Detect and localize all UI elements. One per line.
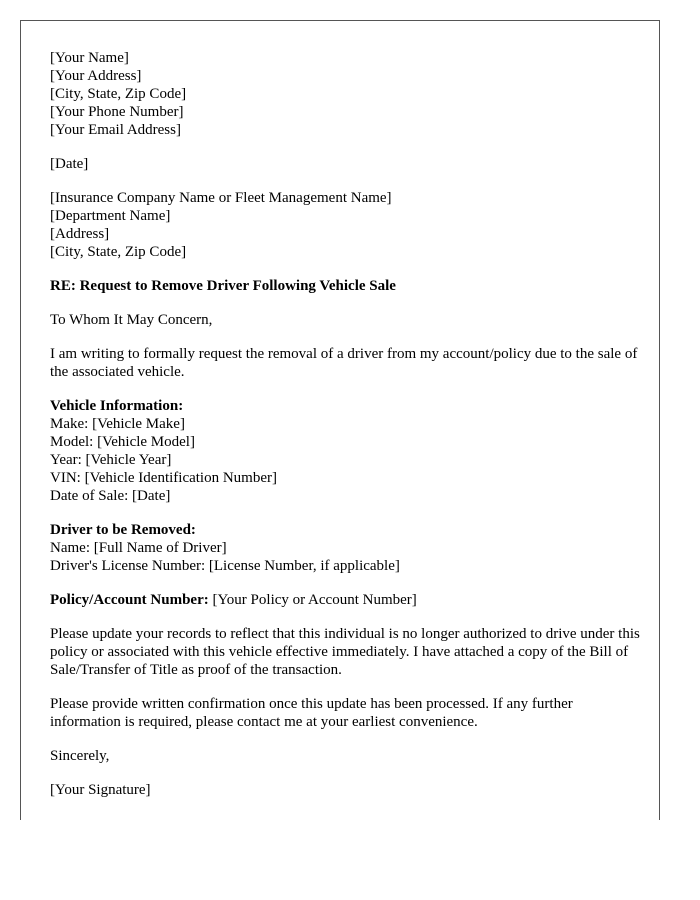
policy-line <box>50 591 640 609</box>
intro-text: I am writing to formally request the removal of a driver from my account/policy due to the sale of the associated vehicle. <box>50 346 638 380</box>
recipient-city-state-zip: [City, State, Zip Code] <box>50 244 187 260</box>
subject-block <box>50 277 640 295</box>
letter-content <box>50 49 640 815</box>
sender-address: [Your Address] <box>50 68 142 84</box>
confirm-text: Please provide written confirmation once this update has been processed. If any further information is required, please contact me at your earliest convenience. <box>50 696 573 730</box>
policy-block <box>50 591 640 609</box>
subject-line: RE: Request to Remove Driver Following Vehicle Sale <box>50 278 396 294</box>
recipient-department: [Department Name] <box>50 208 171 224</box>
driver-block <box>50 521 640 575</box>
vehicle-info-block <box>50 397 640 505</box>
salutation-block <box>50 311 640 329</box>
recipient-block <box>50 189 640 261</box>
driver-name: Name: [Full Name of Driver] <box>50 540 227 556</box>
recipient-address: [Address] <box>50 226 110 242</box>
vehicle-info-heading: Vehicle Information: <box>50 398 184 414</box>
driver-heading: Driver to be Removed: <box>50 522 196 538</box>
vehicle-vin: VIN: [Vehicle Identification Number] <box>50 470 277 486</box>
driver-license: Driver's License Number: [License Number, if applicable] <box>50 558 400 574</box>
sender-name: [Your Name] <box>50 50 129 66</box>
update-paragraph <box>50 625 640 679</box>
date-block <box>50 155 640 173</box>
recipient-company: [Insurance Company Name or Fleet Management Name] <box>50 190 392 206</box>
salutation: To Whom It May Concern, <box>50 312 213 328</box>
vehicle-model: Model: [Vehicle Model] <box>50 434 195 450</box>
closing: Sincerely, <box>50 748 110 764</box>
letter-date: [Date] <box>50 156 89 172</box>
sender-email: [Your Email Address] <box>50 122 181 138</box>
vehicle-date-of-sale: Date of Sale: [Date] <box>50 488 171 504</box>
letter-page <box>20 20 660 820</box>
sender-block <box>50 49 640 139</box>
policy-value: [Your Policy or Account Number] <box>208 592 417 608</box>
confirm-paragraph <box>50 695 640 731</box>
policy-label: Policy/Account Number: <box>50 592 209 608</box>
update-text: Please update your records to reflect that this individual is no longer authorized to drive under this policy or associated with this vehicle effective immediately. I have attached a copy of the Bill of Sale/Transfer of Title as proof of the transaction. <box>50 626 640 678</box>
vehicle-year: Year: [Vehicle Year] <box>50 452 172 468</box>
signature: [Your Signature] <box>50 782 151 798</box>
sender-city-state-zip: [City, State, Zip Code] <box>50 86 187 102</box>
closing-block <box>50 747 640 765</box>
vehicle-make: Make: [Vehicle Make] <box>50 416 185 432</box>
intro-paragraph <box>50 345 640 381</box>
sender-phone: [Your Phone Number] <box>50 104 184 120</box>
signature-block <box>50 781 640 799</box>
